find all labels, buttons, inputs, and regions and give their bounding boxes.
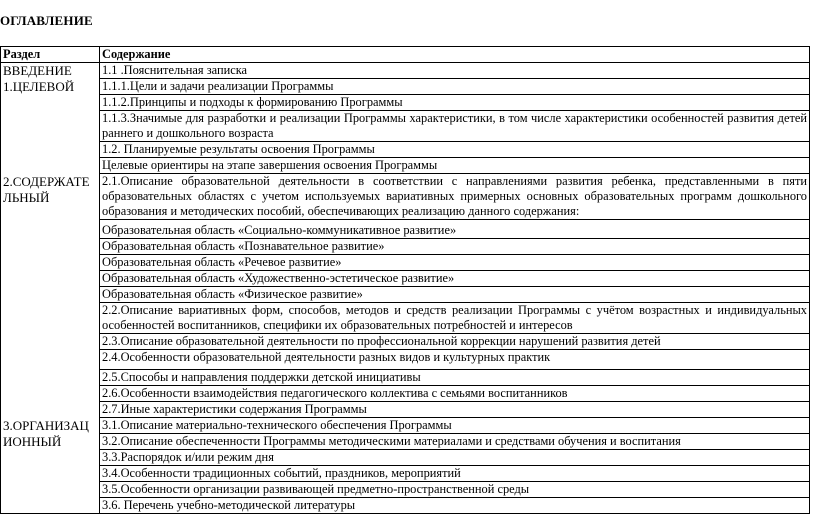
table-row	[1, 402, 810, 418]
toc-entry: 2.5.Способы и направления поддержки детской инициативы	[100, 370, 810, 386]
table-row	[1, 95, 810, 111]
page-title: ОГЛАВЛЕНИЕ	[0, 13, 93, 28]
table-row	[1, 334, 810, 350]
table-row	[1, 174, 810, 220]
table-row	[1, 142, 810, 158]
table-row	[1, 434, 810, 450]
table-row	[1, 220, 810, 239]
table-row	[1, 350, 810, 370]
table-row	[1, 482, 810, 498]
section-content-label: 2.СОДЕРЖАТЕЛЬНЫЙ	[3, 174, 90, 205]
table-row	[1, 386, 810, 402]
table-row	[1, 418, 810, 434]
section-intro-label: ВВЕДЕНИЕ	[3, 63, 72, 78]
toc-table	[0, 46, 810, 514]
header-section: Раздел	[1, 47, 100, 63]
toc-entry: 2.3.Описание образовательной деятельности по профессиональной коррекции нарушений развития детей	[100, 334, 810, 350]
table-row	[1, 287, 810, 303]
toc-entry: 2.6.Особенности взаимодействия педагогического коллектива с семьями воспитанников	[100, 386, 810, 402]
toc-entry: 1.1.3.Значимые для разработки и реализации Программы характеристики, в том числе характеристики особенностей развития детей раннего и дошкольного возраста	[100, 111, 810, 142]
toc-entry: 3.3.Распорядок и/или режим дня	[100, 450, 810, 466]
table-header-row	[1, 47, 810, 63]
section-org-label: 3.ОРГАНИЗАЦИОННЫЙ	[3, 418, 89, 449]
toc-entry: 1.1.2.Принципы и подходы к формированию Программы	[100, 95, 810, 111]
section-target-label: 1.ЦЕЛЕВОЙ	[3, 79, 75, 94]
toc-entry: 3.6. Перечень учебно-методической литературы	[100, 498, 810, 514]
toc-entry: 2.7.Иные характеристики содержания Программы	[100, 402, 810, 418]
toc-entry: 2.2.Описание вариативных форм, способов, методов и средств реализации Программы с учётом возрастных и индивидуальных особенностей воспитанников, специфики их образовательных потребностей и интересов	[100, 303, 810, 334]
toc-entry: 1.1 .Пояснительная записка	[100, 63, 810, 79]
table-row	[1, 111, 810, 142]
section-org	[1, 418, 100, 514]
toc-entry: Образовательная область «Речевое развитие»	[100, 255, 810, 271]
table-row	[1, 158, 810, 174]
table-row	[1, 450, 810, 466]
table-row	[1, 303, 810, 334]
table-row	[1, 466, 810, 482]
toc-entry: 2.4.Особенности образовательной деятельности разных видов и культурных практик	[100, 350, 810, 370]
toc-entry: Образовательная область «Художественно-эстетическое развитие»	[100, 271, 810, 287]
toc-entry: 3.1.Описание материально-технического обеспечения Программы	[100, 418, 810, 434]
toc-entry: Образовательная область «Физическое развитие»	[100, 287, 810, 303]
table-row	[1, 271, 810, 287]
table-row	[1, 255, 810, 271]
table-row	[1, 498, 810, 514]
toc-entry: 1.1.1.Цели и задачи реализации Программы	[100, 79, 810, 95]
toc-entry: Образовательная область «Познавательное развитие»	[100, 239, 810, 255]
toc-entry: Целевые ориентиры на этапе завершения освоения Программы	[100, 158, 810, 174]
table-row	[1, 63, 810, 79]
header-content: Содержание	[100, 47, 810, 63]
toc-entry: 3.4.Особенности традиционных событий, праздников, мероприятий	[100, 466, 810, 482]
table-row	[1, 370, 810, 386]
section-target	[1, 63, 100, 174]
toc-entry: 1.2. Планируемые результаты освоения Программы	[100, 142, 810, 158]
section-content	[1, 174, 100, 418]
toc-entry: 3.2.Описание обеспеченности Программы методическими материалами и средствами обучения и воспитания	[100, 434, 810, 450]
toc-entry: 2.1.Описание образовательной деятельности в соответствии с направлениями развития ребенка, представленными в пяти образовательных областях с учетом используемых вариативных примерных основных образовательных программ дошкольного образования и методических пособий, обеспечивающих реализацию данного содержания:	[100, 174, 810, 220]
toc-entry: 3.5.Особенности организации развивающей предметно-пространственной среды	[100, 482, 810, 498]
table-row	[1, 79, 810, 95]
table-row	[1, 239, 810, 255]
toc-entry: Образовательная область «Социально-коммуникативное развитие»	[100, 220, 810, 239]
